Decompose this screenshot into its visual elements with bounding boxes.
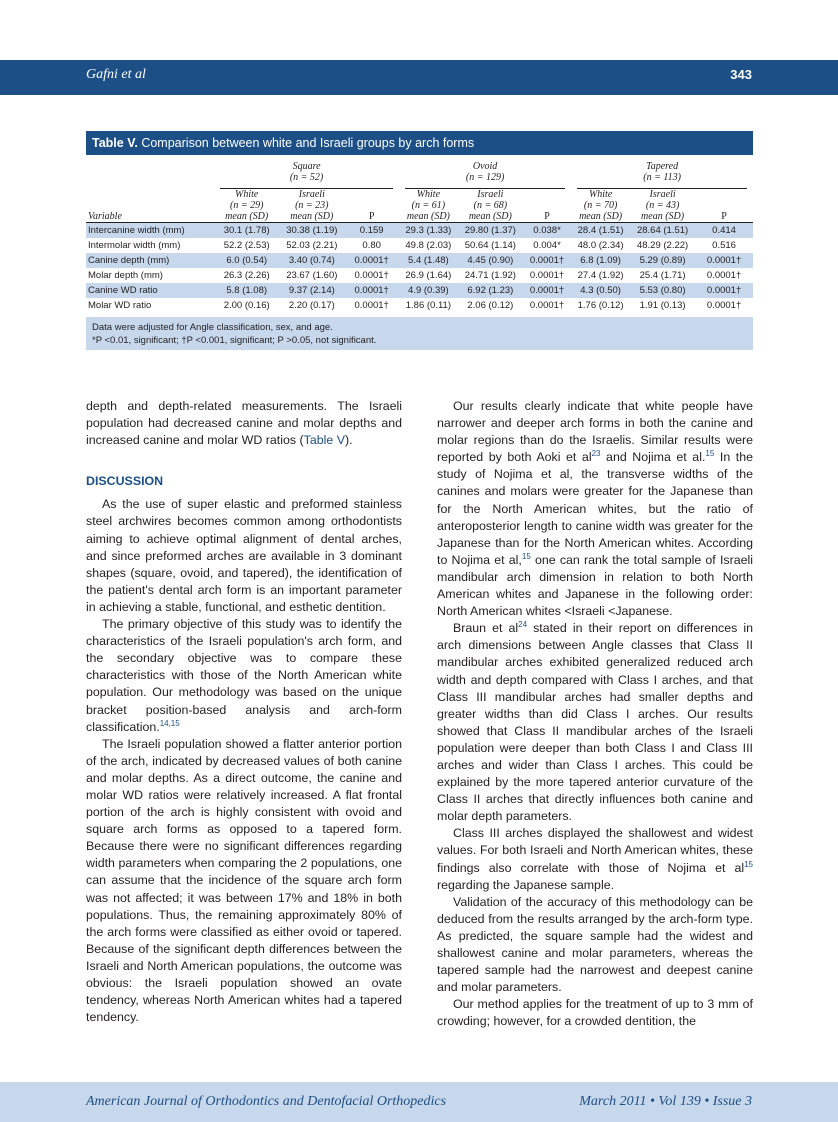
table-cell: 26.9 (1.64) xyxy=(405,270,452,281)
paragraph: Our method applies for the treatment of up to 3 mm of crowding; however, for a crowded dentition, the xyxy=(437,997,753,1029)
table-v xyxy=(86,131,753,350)
table-cell: 1.76 (0.12) xyxy=(577,300,624,311)
table-cell: 27.4 (1.92) xyxy=(577,270,624,281)
table-cell: 30.38 (1.19) xyxy=(279,223,344,239)
table-cell: 25.4 (1.71) xyxy=(639,270,686,281)
paragraph: As the use of super elastic and preformed stainless steel archwires becomes common among orthodontists aiming to achieve optimal alignment of dental arches, and since preformed arches are available in 3 dominant shapes (square, ovoid, and tapered), the identification of the patient's dental arch form is an important parameter in achieving a stable, functional, and esthetic dentition. xyxy=(86,497,402,614)
row-variable: Molar WD ratio xyxy=(88,300,152,311)
paragraph: depth and depth-related measurements. The Israeli population had decreased canine and molar depths and increased canine and molar WD ratios (Table V). xyxy=(86,399,402,448)
citation-link[interactable]: 15 xyxy=(744,859,753,869)
col-ovoid-p: P xyxy=(544,211,550,222)
table-cell: 0.516 xyxy=(712,240,736,251)
table-cell: 4.3 (0.50) xyxy=(571,283,630,298)
table-row xyxy=(86,298,753,313)
table-cell: 0.0001† xyxy=(695,253,753,268)
table-cell: 0.414 xyxy=(695,223,753,239)
table-cell: 0.038* xyxy=(523,223,571,239)
table-row xyxy=(86,223,753,239)
table-cell: 0.159 xyxy=(344,223,399,239)
table-cell: 5.29 (0.89) xyxy=(630,253,695,268)
table-cell: 52.2 (2.53) xyxy=(223,240,270,251)
table-caption xyxy=(86,131,753,155)
table-cell: 0.0001† xyxy=(354,270,389,281)
row-variable: Canine depth (mm) xyxy=(86,253,214,268)
row-variable: Molar depth (mm) xyxy=(88,270,163,281)
table-cell: 49.8 (2.03) xyxy=(405,240,452,251)
table-cell: 2.20 (0.17) xyxy=(288,300,335,311)
table-cell: 1.91 (0.13) xyxy=(639,300,686,311)
paragraph: Braun et $al^{24}$ stated in their report on differences in arch dimensions between Angle classes that Class II mandibular arches exhibited generalized reduced arch width and depth compared with Class I arches, and that Class III mandibular arches had smaller depths and greater widths than did Class I arches. Our results showed that Class II mandibular arches of the Israeli population were deeper than both Class I and Class III arches and wider than Class I arches. This could be explained by the more tapered anterior curvature of the Class II arches that directly influences both canine and molar depth parameters. xyxy=(437,620,753,824)
left-text-column xyxy=(86,398,402,1026)
table-label: Table V. xyxy=(92,136,138,150)
table-cell: 1.86 (0.11) xyxy=(405,300,451,311)
group-ovoid: Ovoid (n = 129) xyxy=(399,161,571,189)
table-cell: 29.3 (1.33) xyxy=(399,223,458,239)
table-cell: 0.0001† xyxy=(695,283,753,298)
footnote-significance: *P <0.01, significant; †P <0.001, significant; P >0.05, not significant. xyxy=(92,335,377,346)
table-row xyxy=(86,283,753,298)
comparison-table xyxy=(86,161,753,313)
col-tapered-white: White (n = 70) mean (SD) xyxy=(579,189,623,222)
table-cell: 2.06 (0.12) xyxy=(467,300,514,311)
table-cell: 28.64 (1.51) xyxy=(630,223,695,239)
col-tapered-p: P xyxy=(721,211,727,222)
page-number: 343 xyxy=(730,67,752,82)
paragraph: Validation of the accuracy of this methodology can be deduced from the results arranged by the arch-form type. As predicted, the square sample had the widest and shallowest canine and molar parameters, whereas the tapered sample had the narrowest and deepest canine and molar parameters. xyxy=(437,894,753,995)
table-cell: 2.00 (0.16) xyxy=(223,300,270,311)
table-footnote xyxy=(86,317,753,350)
table-cell: 48.29 (2.22) xyxy=(636,240,689,251)
footnote-adjustment: Data were adjusted for Angle classification, sex, and age. xyxy=(92,322,333,333)
running-header xyxy=(0,60,838,95)
citation-link[interactable]: 15 xyxy=(521,551,531,561)
table-cell: 0.0001† xyxy=(529,270,565,281)
table-cell: 5.8 (1.08) xyxy=(214,283,279,298)
table-row xyxy=(86,238,753,253)
paragraph: Class III arches displayed the shallowest and widest values. For both Israeli and North American whites, these findings also correlate with those of Nojima et $al^{15}$ regarding the Japanese sample. xyxy=(437,826,753,892)
table-v-link[interactable]: Table V xyxy=(303,433,345,448)
row-variable: Canine WD ratio xyxy=(86,283,214,298)
table-cell: 24.71 (1.92) xyxy=(464,270,516,281)
table-cell: 6.92 (1.23) xyxy=(458,283,523,298)
table-cell: 0.0001† xyxy=(344,253,399,268)
table-cell: 23.67 (1.60) xyxy=(286,270,338,281)
citation-link[interactable]: 14,15 xyxy=(159,718,180,728)
table-cell: 0.0001† xyxy=(529,300,565,311)
table-cell: 0.0001† xyxy=(344,283,399,298)
col-square-israeli: Israeli (n = 23) mean (SD) xyxy=(290,189,334,222)
table-cell: 28.4 (1.51) xyxy=(571,223,630,239)
table-body xyxy=(86,223,753,314)
table-cell: 3.40 (0.74) xyxy=(279,253,344,268)
paragraph: The primary objective of this study was to identify the characteristics of the Israeli population's arch form, and the secondary objective was to compare these characteristics with those of the North American white population. Our methodology was based on the unique bracket position-based analysis and arch-form classification.$^{14,15}$ xyxy=(86,617,402,734)
table-cell: 0.0001† xyxy=(706,270,742,281)
table-cell: 0.004* xyxy=(533,240,561,251)
citation-link[interactable]: 24 xyxy=(518,620,528,630)
table-cell: 5.4 (1.48) xyxy=(399,253,458,268)
table-cell: 52.03 (2.21) xyxy=(286,240,338,251)
table-cell: 0.0001† xyxy=(523,253,571,268)
col-square-white: White (n = 29) mean (SD) xyxy=(225,189,269,222)
table-cell: 0.0001† xyxy=(706,300,742,311)
col-square-p: P xyxy=(368,211,375,222)
citation-link[interactable]: 23 xyxy=(591,449,601,459)
table-cell: 5.53 (0.80) xyxy=(630,283,695,298)
table-cell: 6.8 (1.09) xyxy=(571,253,630,268)
table-cell: 26.3 (2.26) xyxy=(223,270,270,281)
col-tapered-israeli: Israeli (n = 43) mean (SD) xyxy=(641,189,685,222)
citation-link[interactable]: 15 xyxy=(705,449,715,459)
row-variable: Intermolar width (mm) xyxy=(88,240,181,251)
running-footer xyxy=(0,1082,838,1122)
table-cell: 0.0001† xyxy=(523,283,571,298)
group-header-row xyxy=(86,161,753,189)
table-cell: 30.1 (1.78) xyxy=(214,223,279,239)
paragraph: Our results clearly indicate that white people have narrower and deeper arch forms in both the canine and molar regions than do the Israelis. Similar results were reported by both Aoki et $al^{23}$ and Nojima et al.$^{15}$ In the study of Nojima et al, the transverse widths of the canines and molars were greater for the Japanese than for the North American whites, but the ratio of anteroposterior length to canine width was greater for the Japanese than for the North American whites. According to Nojima et al,$^{15}$ one can rank the total sample of Israeli mandibular arch dimension in relation to both North American whites and Japanese in the following order: North American whites <Israeli <Japanese. xyxy=(437,399,754,619)
table-cell: 6.0 (0.54) xyxy=(214,253,279,268)
table-caption-text: Comparison between white and Israeli groups by arch forms xyxy=(137,136,475,150)
col-ovoid-white: White (n = 61) mean (SD) xyxy=(406,189,450,222)
table-cell: 4.45 (0.90) xyxy=(458,253,523,268)
table-row xyxy=(86,253,753,268)
section-heading-discussion: DISCUSSION xyxy=(86,474,164,489)
table-cell: 0.0001† xyxy=(354,300,389,311)
issue-info: March 2011 • Vol 139 • Issue 3 xyxy=(579,1094,752,1109)
journal-name: American Journal of Orthodontics and Dentofacial Orthopedics xyxy=(86,1094,447,1109)
right-text-column xyxy=(437,398,753,1030)
running-header-author: Gafni et al xyxy=(86,67,146,82)
table-cell: 9.37 (2.14) xyxy=(279,283,344,298)
row-variable: Intercanine width (mm) xyxy=(86,223,214,239)
table-cell: 4.9 (0.39) xyxy=(399,283,458,298)
col-variable: Variable xyxy=(88,211,122,222)
group-tapered: Tapered (n = 113) xyxy=(571,161,753,189)
table-cell: 0.80 xyxy=(362,240,381,251)
group-square: Square (n = 52) xyxy=(214,161,399,189)
column-header-row xyxy=(86,189,753,223)
col-ovoid-israeli: Israeli (n = 68) mean (SD) xyxy=(468,189,512,222)
paragraph: The Israeli population showed a flatter anterior portion of the arch, indicated by decreased values of both canine and molar depths. As a direct outcome, the canine and molar WD ratios were relatively increased. A flat frontal portion of the arch is highly consistent with ovoid and square arch forms as opposed to a tapered form. Because there were no significant differences regarding width parameters when comparing the 2 populations, one can assume that the incidence of the square arch form was not affected; it was between 17% and 18% in both populations. Thus, the remaining approximately 80% of the arch forms were classified as either ovoid or tapered. Because of the significant depth differences between the Israeli and North American populations, the outcome was obvious: the Israeli population showed an ovate tendency, whereas North American whites had a tapered tendency. xyxy=(86,736,402,1025)
table-cell: 29.80 (1.37) xyxy=(458,223,523,239)
table-cell: 50.64 (1.14) xyxy=(464,240,516,251)
table-row xyxy=(86,268,753,283)
table-cell: 48.0 (2.34) xyxy=(577,240,624,251)
